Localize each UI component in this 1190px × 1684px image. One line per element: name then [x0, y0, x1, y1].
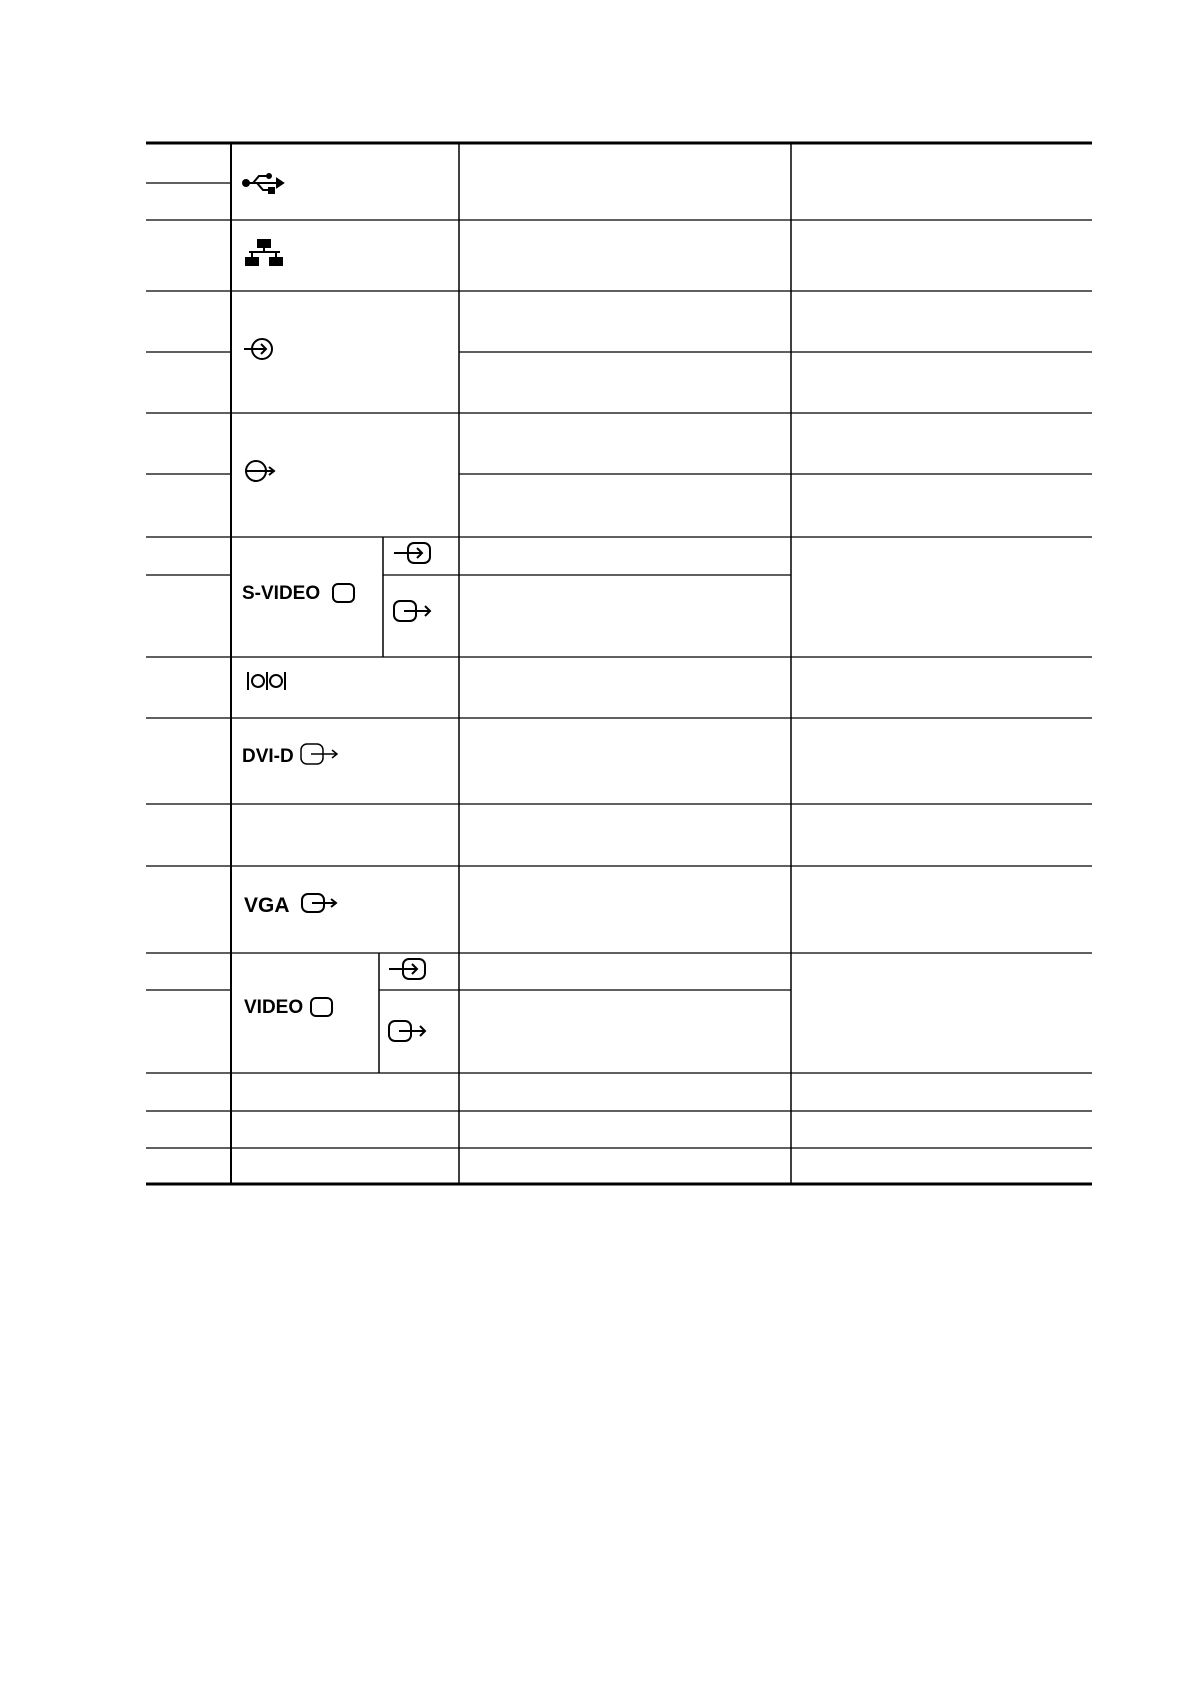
video-input-icon-2 [389, 959, 425, 979]
video-output-icon [394, 601, 430, 621]
row-rules [231, 220, 1092, 1148]
dvid-label: DVI-D [242, 746, 294, 767]
serial-port-icon [248, 672, 285, 690]
vga-output-icon [302, 894, 336, 912]
vga-label: VGA [244, 894, 290, 917]
video-input-icon [394, 543, 430, 563]
audio-input-icon [244, 339, 272, 359]
index-column-lines [146, 183, 231, 1148]
audio-output-icon [246, 461, 274, 481]
svideo-port-icon [333, 584, 354, 602]
video-port-icon [311, 998, 332, 1016]
table-grid [146, 143, 1092, 1184]
video-label: VIDEO [244, 997, 304, 1018]
usb-icon [243, 174, 283, 193]
svideo-label: S-VIDEO [242, 583, 321, 604]
video-output-icon-2 [389, 1021, 425, 1041]
dvid-output-icon [301, 744, 337, 764]
network-icon [246, 240, 282, 265]
